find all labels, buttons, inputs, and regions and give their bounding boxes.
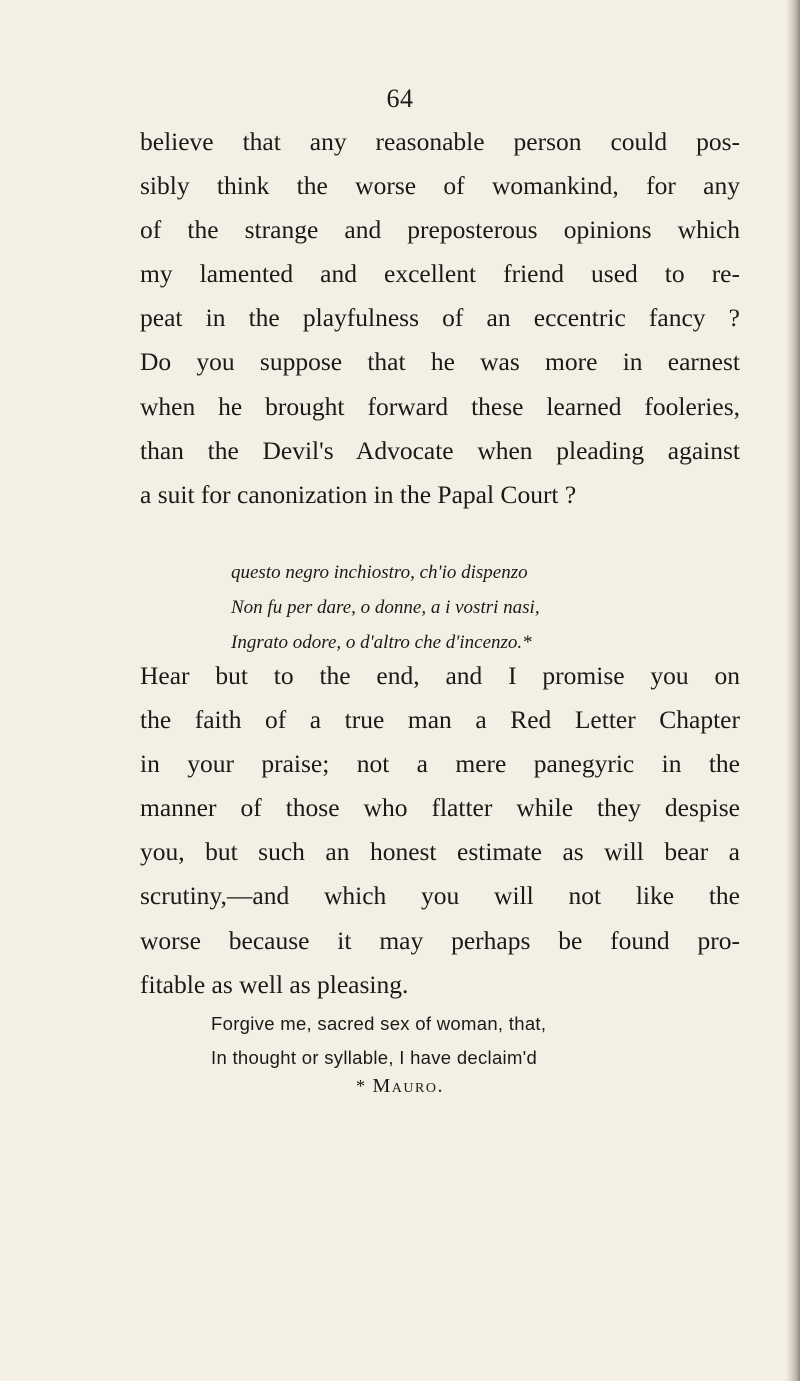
text-line: my lamented and excellent friend used to re- [140,259,740,289]
verse-line: questo negro inchiostro, ch'io dispenzo [231,562,528,583]
page-number: 64 [386,84,414,113]
text-line: worse because it may perhaps be found pro- [140,925,740,955]
text-line: sibly think the worse of womankind, for any [140,171,740,201]
paragraph-1 [140,120,740,517]
footnote-source: Mauro. [372,1075,444,1097]
text-line: you, but such an honest estimate as will bear a [140,837,740,867]
text-line: of the strange and preposterous opinions which [140,215,740,245]
text-line: scrutiny,—and which you will not like the [140,881,740,911]
text-line: Hear but to the end, and I promise you on [140,661,740,690]
text-line: when he brought forward these learned fooleries, [140,391,740,421]
verse-line: Non fu per dare, o donne, a i vostri nasi, [231,597,540,618]
text-line: manner of those who flatter while they despise [140,793,740,823]
footnote-marker: * [356,1076,367,1096]
text-line: in your praise; not a mere panegyric in the [140,749,740,779]
footnote [0,1075,800,1098]
text-line: peat in the playfulness of an eccentric fancy ? [140,303,740,333]
page-edge-shadow [786,0,800,1381]
verse-line: In thought or syllable, I have declaim'd [211,1047,538,1068]
text-line: the faith of a true man a Red Letter Chapter [140,705,740,735]
text-line: than the Devil's Advocate when pleading against [140,435,740,465]
italian-verse [0,555,800,660]
english-verse [0,1007,800,1075]
verse-line: Forgive me, sacred sex of woman, that, [211,1013,547,1034]
text-line: believe that any reasonable person could pos- [140,127,740,156]
text-line: fitable as well as pleasing. [140,969,409,999]
verse-line: Ingrato odore, o d'altro che d'incenzo.* [231,632,532,653]
text-line: Do you suppose that he was more in earnest [140,347,740,377]
paragraph-2 [140,654,740,1007]
text-line: a suit for canonization in the Papal Court ? [140,479,577,509]
